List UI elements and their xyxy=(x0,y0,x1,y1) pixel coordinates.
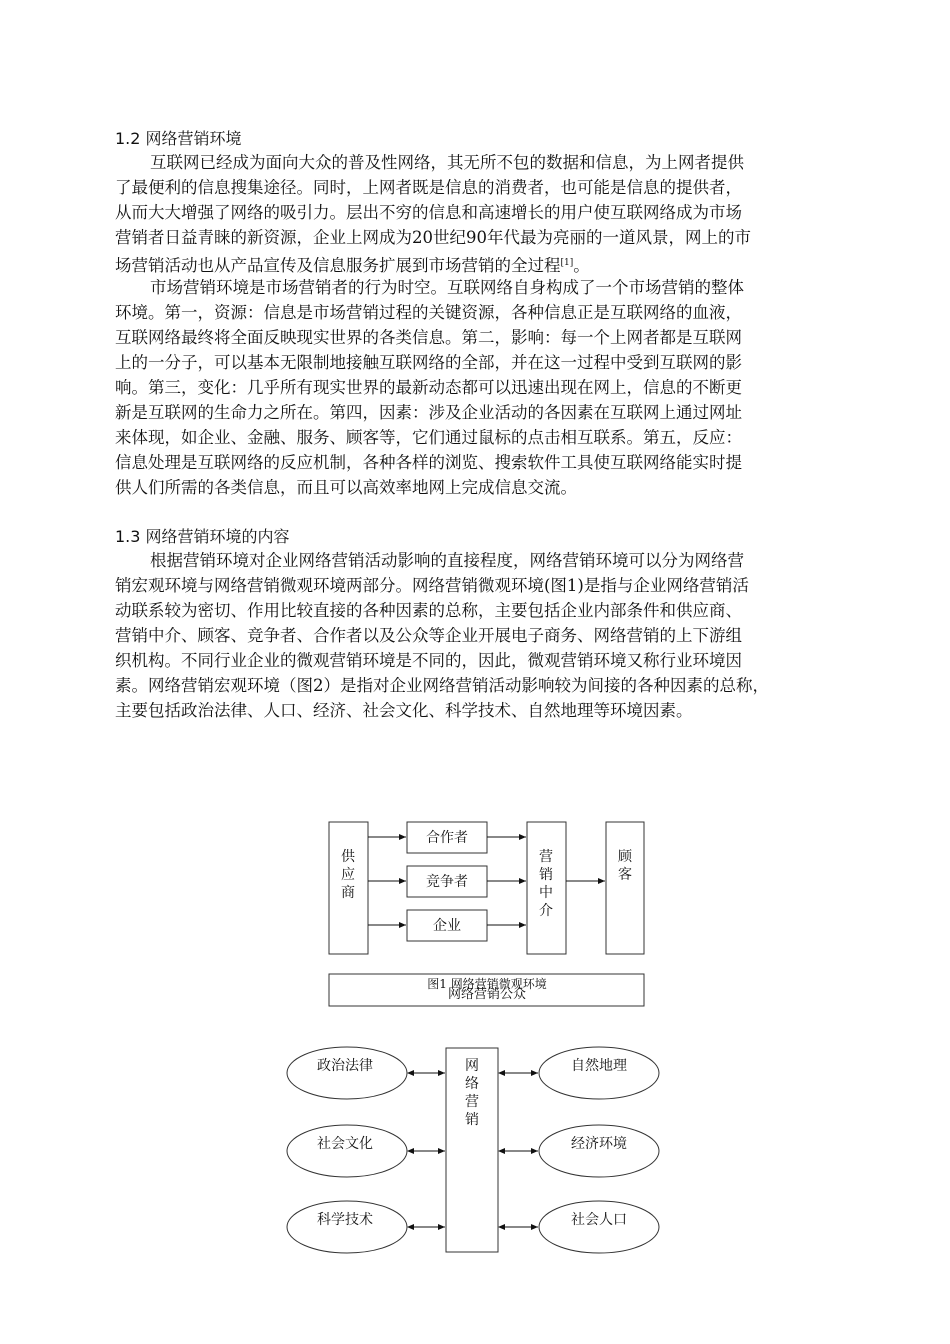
customer-label-char: 客 xyxy=(618,867,632,883)
paragraph-line: 织机构。不同行业企业的微观营销环境是不同的，因此，微观营销环境又称行业环境因 xyxy=(115,651,742,670)
center-label-char: 销 xyxy=(465,1112,479,1128)
paragraph-line: 市场营销环境是市场营销者的行为时空。互联网络自身构成了一个市场营销的整体 xyxy=(150,278,744,297)
paragraph-line: 供人们所需的各类信息，而且可以高效率地网上完成信息交流。 xyxy=(115,478,577,497)
paragraph-line: 主要包括政治法律、人口、经济、社会文化、科学技术、自然地理等环境因素。 xyxy=(115,701,693,720)
paragraph-line: 互联网络最终将全面反映现实世界的各类信息。第二，影响：每一个上网者都是互联网 xyxy=(115,328,742,347)
paragraph-line: 根据营销环境对企业网络营销活动影响的直接程度，网络营销环境可以分为网络营 xyxy=(150,551,744,570)
supplier-label-char: 供 xyxy=(341,849,355,865)
paragraph-text: 场营销活动也从产品宣传及信息服务扩展到市场营销的全过程 xyxy=(115,256,561,275)
section-heading-1-2: 1.2 网络营销环境 xyxy=(115,129,242,148)
paragraph-line: 上的一分子，可以基本无限制地接触互联网络的全部，并在这一过程中受到互联网的影 xyxy=(115,353,742,372)
paragraph-line: 销宏观环境与网络营销微观环境两部分。网络营销微观环境(图1)是指与企业网络营销活 xyxy=(115,576,749,595)
cooperator-label: 合作者 xyxy=(426,830,468,846)
natural-geography-label: 自然地理 xyxy=(571,1058,627,1074)
paragraph-line: 环境。第一，资源：信息是市场营销过程的关键资源，各种信息正是互联网络的血液， xyxy=(115,303,742,322)
supplier-label-char: 商 xyxy=(341,885,355,901)
supplier-label-char: 应 xyxy=(341,867,355,883)
intermediary-label-char: 销 xyxy=(539,867,553,883)
customer-label-char: 顾 xyxy=(618,849,632,865)
intermediary-label-char: 介 xyxy=(539,903,553,919)
customer-box xyxy=(606,822,644,954)
politics-law-label: 政治法律 xyxy=(317,1058,373,1074)
figure-1-caption: 图1 网络营销微观环境 xyxy=(427,977,547,991)
center-label-char: 络 xyxy=(465,1076,479,1092)
social-population-label: 社会人口 xyxy=(571,1212,627,1228)
section-heading-1-3: 1.3 网络营销环境的内容 xyxy=(115,527,290,546)
paragraph-line: 了最便利的信息搜集途径。同时，上网者既是信息的消费者，也可能是信息的提供者， xyxy=(115,178,742,197)
intermediary-label-char: 营 xyxy=(539,849,553,865)
citation-mark: [1] xyxy=(560,258,574,268)
public-label: 网络营销公众 xyxy=(447,987,527,1002)
center-label-char: 网 xyxy=(465,1058,479,1074)
paragraph-text: 。 xyxy=(573,256,590,275)
enterprise-label: 企业 xyxy=(433,918,461,934)
intermediary-label-char: 中 xyxy=(539,885,553,901)
economic-environment-label: 经济环境 xyxy=(571,1136,627,1152)
paragraph-line: 来体现，如企业、金融、服务、顾客等，它们通过鼠标的点击相互联系。第五，反应： xyxy=(115,428,742,447)
paragraph-line: 营销中介、顾客、竞争者、合作者以及公众等企业开展电子商务、网络营销的上下游组 xyxy=(115,626,742,645)
center-label-char: 营 xyxy=(465,1094,479,1110)
paragraph-line: 从而大大增强了网络的吸引力。层出不穷的信息和高速增长的用户使互联网络成为市场 xyxy=(115,203,742,222)
competitor-label: 竞争者 xyxy=(426,874,468,890)
science-tech-label: 科学技术 xyxy=(317,1212,373,1228)
paragraph-line: 新是互联网的生命力之所在。第四，因素：涉及企业活动的各因素在互联网上通过网址 xyxy=(115,403,742,422)
paragraph-line: 响。第三，变化：几乎所有现实世界的最新动态都可以迅速出现在网上，信息的不断更 xyxy=(115,378,742,397)
paragraph-line: 互联网已经成为面向大众的普及性网络，其无所不包的数据和信息，为上网者提供 xyxy=(150,153,744,172)
paragraph-line: 营销者日益青睐的新资源，企业上网成为20世纪90年代最为亮丽的一道风景，网上的市 xyxy=(115,228,751,247)
social-culture-label: 社会文化 xyxy=(317,1136,373,1152)
paragraph-line: 动联系较为密切、作用比较直接的各种因素的总称，主要包括企业内部条件和供应商、 xyxy=(115,601,742,620)
paragraph-line: 信息处理是互联网络的反应机制，各种各样的浏览、搜索软件工具使互联网络能实时提 xyxy=(115,453,742,472)
paragraph-line: 素。网络营销宏观环境（图2）是指对企业网络营销活动影响较为间接的各种因素的总称， xyxy=(115,676,769,695)
